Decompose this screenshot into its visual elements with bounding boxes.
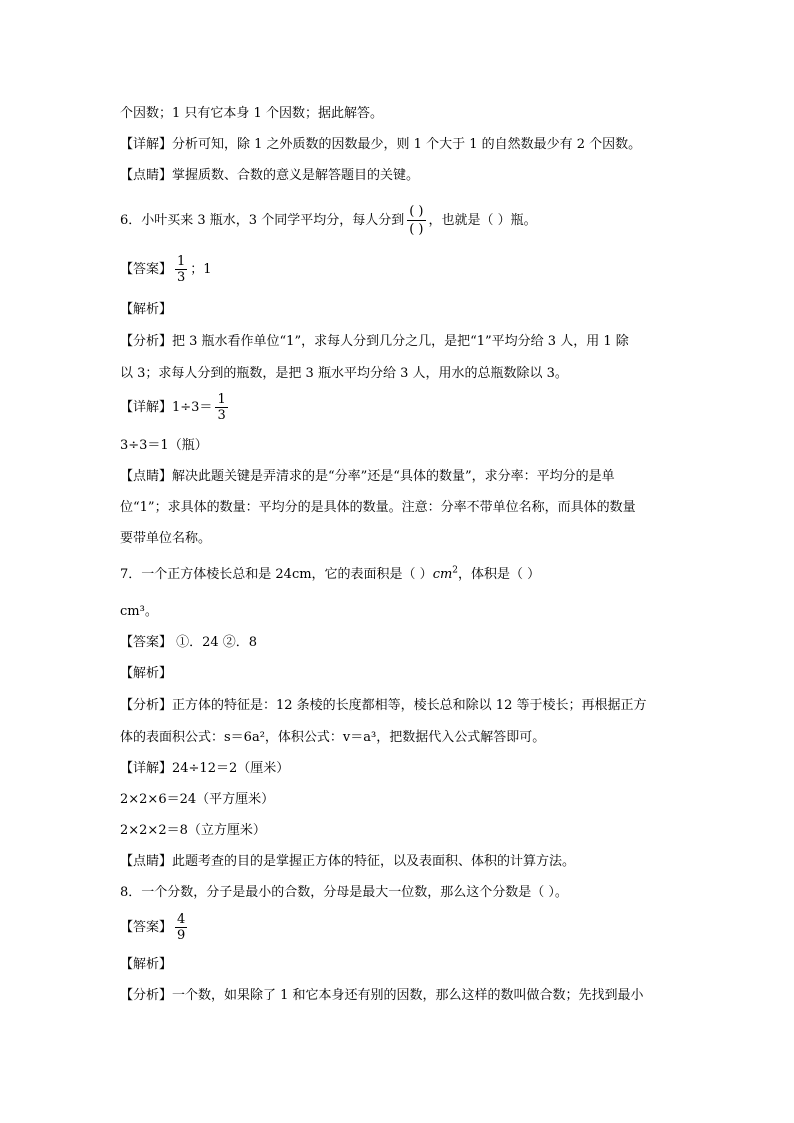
fraction-denominator: 9 [177, 928, 186, 943]
question-6-text-end: ，也就是（ ）瓶。 [428, 213, 537, 228]
unit-cm: cm [432, 567, 453, 582]
fraction-denominator-blank: ( ) [409, 222, 424, 237]
answer-6 [120, 252, 212, 288]
fraction-numerator: 4 [177, 912, 186, 927]
answer-fraction [175, 254, 187, 285]
answer-fraction [175, 912, 187, 943]
text-line: 【点睛】此题考查的目的是掌握正方体的特征，以及表面积、体积的计算方法。 [120, 854, 576, 869]
answer-label: 【答案】 [120, 920, 173, 935]
question-8: 8．一个分数，分子是最小的合数，分母是最大一位数，那么这个分数是（ ）。 [120, 885, 568, 900]
text-line: 以 3；求每人分到的瓶数，是把 3 瓶水平均分给 3 人，用水的总瓶数除以 3。 [120, 366, 568, 381]
analysis-heading: 【解析】 [120, 302, 173, 317]
answer-label: 【答案】 [120, 262, 173, 277]
fraction-blank [407, 203, 425, 238]
detail-label: 【详解】1÷3＝ [120, 400, 213, 415]
text-line: 体的表面积公式：s＝6a²，体积公式：v＝a³，把数据代入公式解答即可。 [120, 730, 546, 745]
text-line: 【分析】一个数，如果除了 1 和它本身还有别的因数，那么这样的数叫做合数；先找到最小 [120, 988, 644, 1003]
text-line: cm³。 [120, 604, 158, 619]
detail-6 [120, 390, 231, 426]
text-line: 3÷3＝1（瓶） [120, 438, 208, 453]
text-line: 【分析】把 3 瓶水看作单位“1”，求每人分到几分之几，是把“1”平均分给 3 人，用 1 除 [120, 334, 629, 349]
answer-rest: ；1 [190, 262, 212, 277]
analysis-heading: 【解析】 [120, 666, 173, 681]
text-line: 【详解】24÷12＝2（厘米） [120, 761, 290, 776]
fraction-numerator: 1 [177, 254, 186, 269]
question-7 [120, 566, 540, 584]
question-7-text-end: ，体积是（ ） [458, 567, 541, 582]
unit-exponent: 2 [452, 565, 459, 576]
fraction-denominator: 3 [177, 270, 186, 285]
answer-7: 【答案】 ①．24 ②．8 [120, 635, 258, 650]
text-line: 2×2×2＝8（立方厘米） [120, 823, 266, 838]
question-7-text: 7．一个正方体棱长总和是 24cm，它的表面积是（ ） [120, 567, 433, 582]
text-line: 【点睛】掌握质数、合数的意义是解答题目的关键。 [120, 168, 420, 183]
fraction-denominator: 3 [217, 408, 226, 423]
text-line: 个因数；1 只有它本身 1 个因数；据此解答。 [120, 106, 383, 121]
text-line: 2×2×6＝24（平方厘米） [120, 792, 275, 807]
text-line: 要带单位名称。 [120, 531, 212, 546]
text-line: 【分析】正方体的特征是：12 条棱的长度都相等，棱长总和除以 12 等于棱长；再根据正方 [120, 698, 647, 713]
question-6-text: 6．小叶买来 3 瓶水，3 个同学平均分，每人分到 [120, 213, 405, 228]
question-6 [120, 203, 537, 238]
text-line: 【点睛】解决此题关键是弄清求的是“分率”还是“具体的数量”，求分率：平均分的是单 [120, 469, 615, 484]
answer-8 [120, 910, 190, 946]
text-line: 【详解】分析可知，除 1 之外质数的因数最少，则 1 个大于 1 的自然数最少有 2 个因数。 [120, 137, 642, 152]
analysis-heading: 【解析】 [120, 957, 173, 972]
fraction-numerator: 1 [217, 392, 226, 407]
text-line: 位“1”；求具体的数量：平均分的是具体的数量。注意：分率不带单位名称，而具体的数量 [120, 500, 636, 515]
detail-fraction [215, 392, 227, 423]
fraction-numerator-blank: ( ) [409, 204, 424, 219]
